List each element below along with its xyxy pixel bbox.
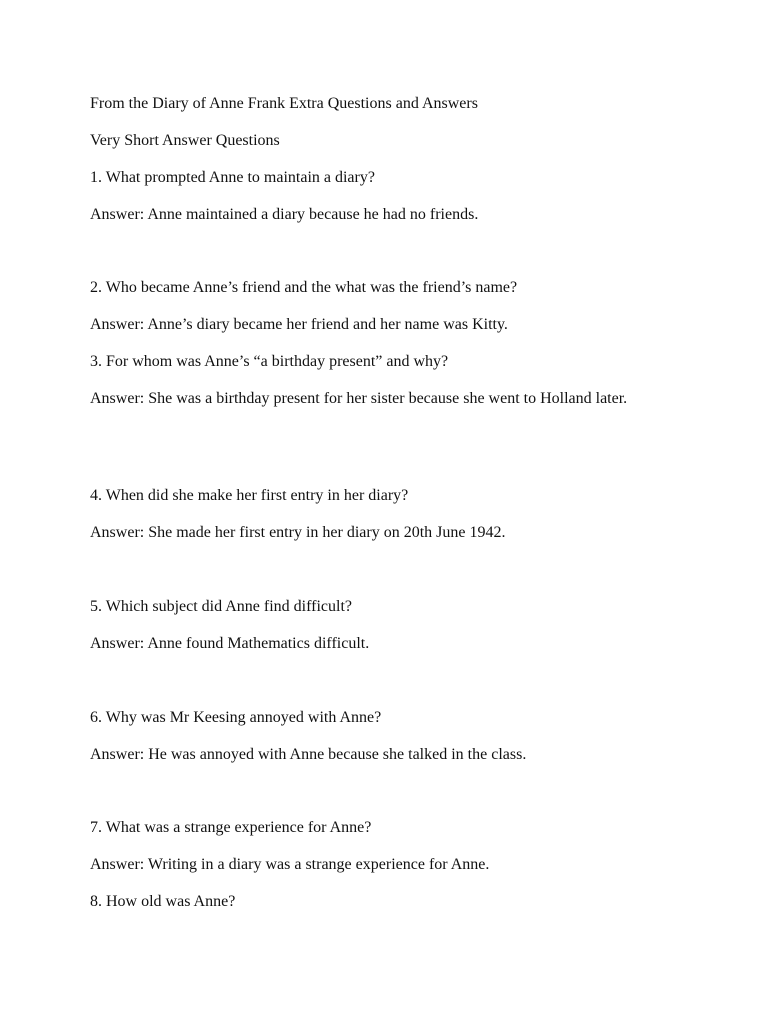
question-7: 7. What was a strange experience for Anne? [90, 819, 372, 836]
question-3: 3. For whom was Anne’s “a birthday present” and why? [90, 353, 449, 370]
answer-2: Answer: Anne’s diary became her friend and her name was Kitty. [90, 316, 508, 333]
answer-4: Answer: She made her first entry in her diary on 20th June 1942. [90, 524, 506, 541]
document-title: From the Diary of Anne Frank Extra Questions and Answers [90, 95, 478, 112]
section-heading: Very Short Answer Questions [90, 132, 280, 149]
question-2: 2. Who became Anne’s friend and the what was the friend’s name? [90, 279, 518, 296]
question-1: 1. What prompted Anne to maintain a diary? [90, 169, 375, 186]
answer-6: Answer: He was annoyed with Anne because she talked in the class. [90, 746, 527, 763]
answer-1: Answer: Anne maintained a diary because he had no friends. [90, 206, 479, 223]
question-8: 8. How old was Anne? [90, 893, 236, 910]
question-4: 4. When did she make her first entry in her diary? [90, 487, 409, 504]
question-6: 6. Why was Mr Keesing annoyed with Anne? [90, 709, 382, 726]
question-5: 5. Which subject did Anne find difficult? [90, 598, 353, 615]
answer-5: Answer: Anne found Mathematics difficult. [90, 635, 370, 652]
answer-7: Answer: Writing in a diary was a strange experience for Anne. [90, 856, 490, 873]
answer-3: Answer: She was a birthday present for her sister because she went to Holland later. [90, 390, 628, 407]
